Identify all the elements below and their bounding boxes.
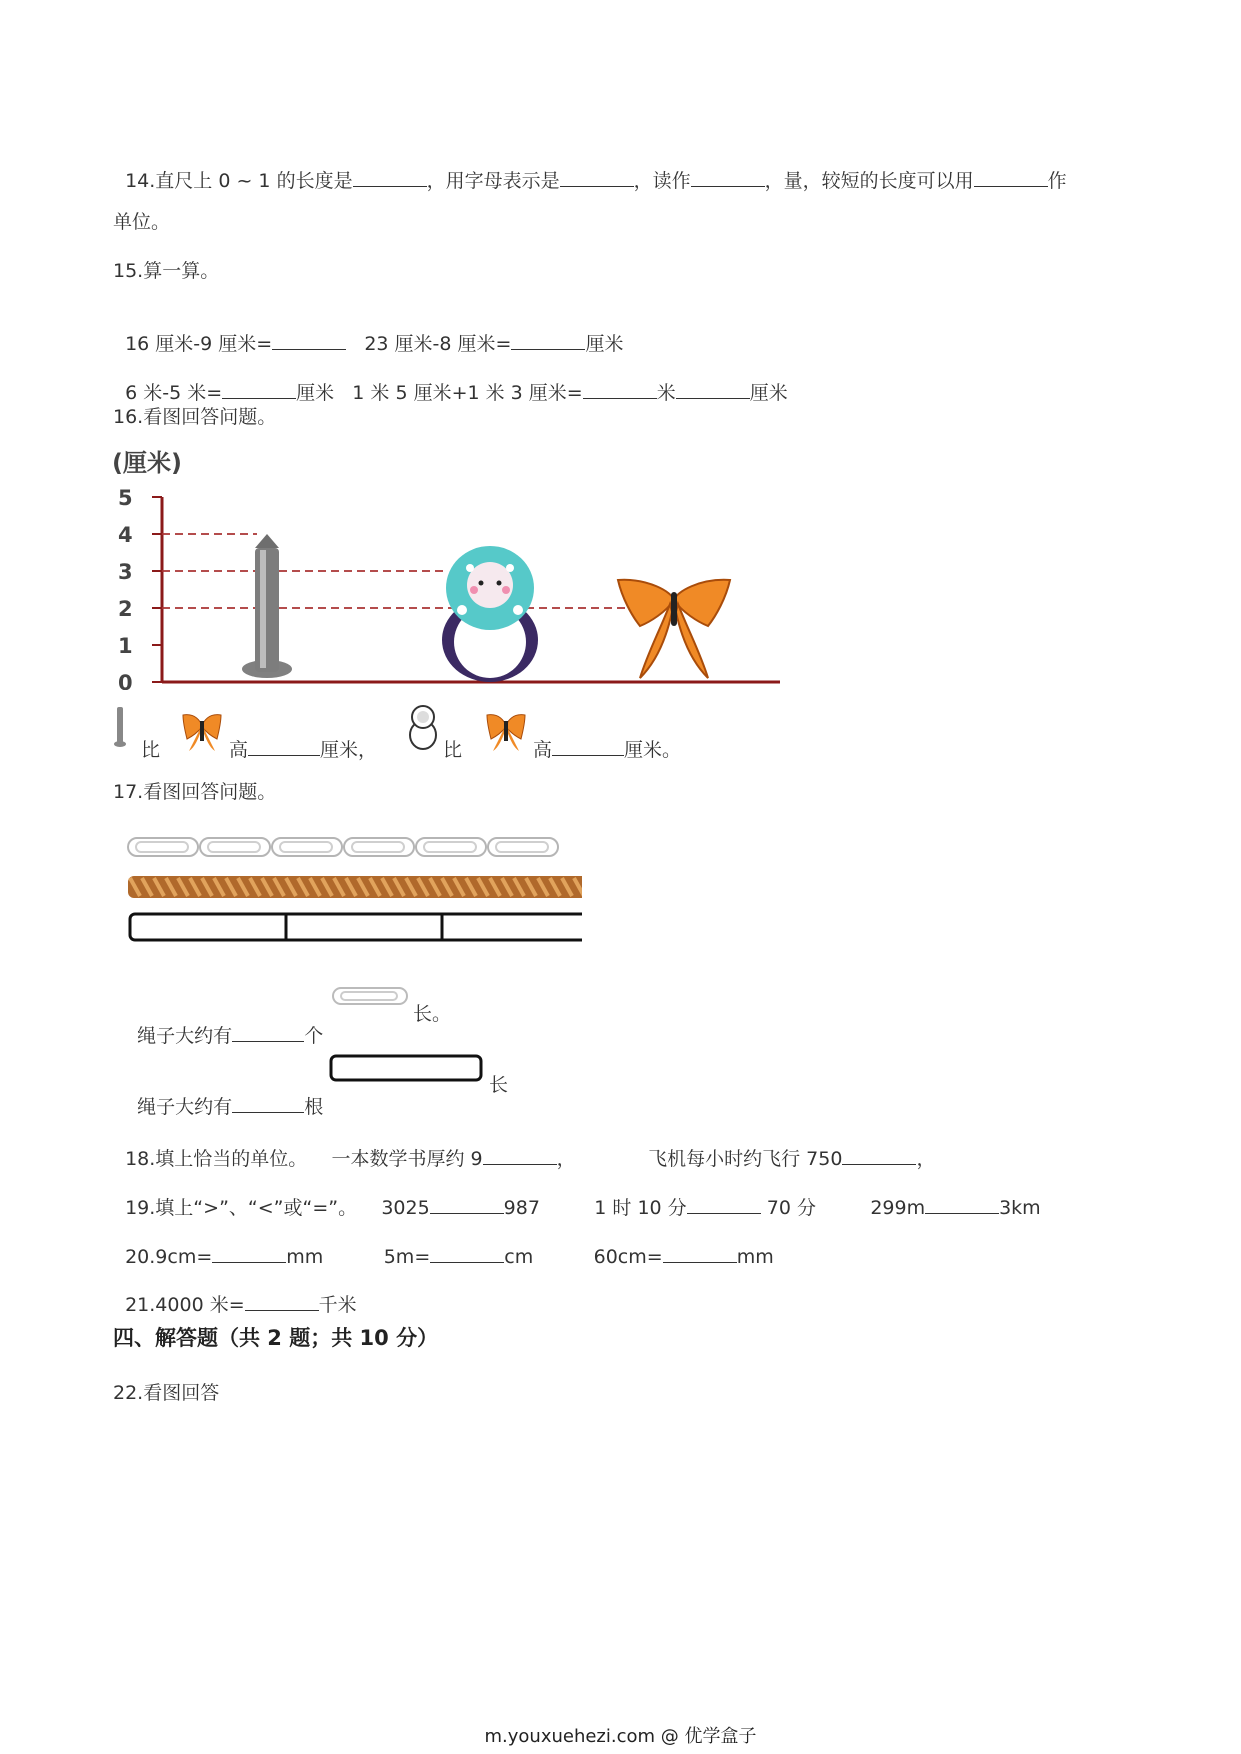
paperclip-icon [200, 838, 270, 856]
q18-text: 飞机每小时约飞行 750 [648, 1148, 843, 1170]
q20-line [113, 1220, 774, 1269]
q19-blank-3[interactable] [925, 1195, 999, 1214]
stick-row [130, 914, 582, 940]
chart-axis-unit: (厘米) [112, 449, 182, 477]
q20-blank-1[interactable] [212, 1244, 286, 1263]
paperclip-icon [416, 838, 486, 856]
q16-blank-1[interactable] [248, 737, 320, 756]
nail-icon [113, 705, 127, 749]
q18-line [113, 1122, 935, 1171]
stick-icon [329, 1052, 485, 1084]
q14-text: 作 [1047, 170, 1067, 192]
word-gao: 高 [533, 739, 553, 761]
q14-blank-4[interactable] [974, 168, 1048, 187]
q18-text: 一本数学书厚约 9 [331, 1148, 483, 1170]
q15-title: 15.算一算。 [113, 260, 220, 282]
q17-line2 [113, 1050, 713, 1118]
q18-text: ， [556, 1148, 576, 1170]
q20-text: 20.9cm= [125, 1246, 213, 1268]
q17-line1 [113, 985, 713, 1047]
unit: 千米 [318, 1294, 357, 1316]
y-tick-label: 2 [118, 597, 133, 621]
paperclip-icon [331, 985, 409, 1009]
q19-text: 299m [870, 1197, 926, 1219]
doll-icon [407, 701, 439, 751]
q20-text: 60cm= [593, 1246, 663, 1268]
q14-text: ，用字母表示是 [426, 170, 560, 192]
chart-reference-lines [162, 534, 645, 608]
unit: 厘米 [585, 333, 624, 355]
q14-text: ，读作 [633, 170, 691, 192]
q20-blank-2[interactable] [430, 1244, 504, 1263]
q17-blank-2[interactable] [232, 1094, 304, 1113]
rope [128, 876, 582, 898]
butterfly-icon [618, 580, 730, 678]
q17-blank-1[interactable] [232, 1023, 304, 1042]
y-tick-label: 5 [118, 486, 133, 510]
q14-text: 14.直尺上 0 ~ 1 的长度是 [125, 170, 353, 192]
word-bi: 比 [141, 739, 161, 761]
unit: mm [736, 1246, 774, 1268]
nail-icon [242, 534, 292, 678]
q19-title: 19.填上“>”、“<”或“=”。 [125, 1197, 358, 1219]
unit: 厘米 [296, 382, 335, 404]
q17-text: 个 [304, 1025, 324, 1047]
q17-figure [122, 832, 582, 952]
q17-text: 绳子大约有 [137, 1096, 233, 1118]
q19-line [113, 1171, 1041, 1220]
doll-icon [442, 546, 538, 682]
q19-text: 987 [503, 1197, 540, 1219]
unit: 厘米 [749, 382, 788, 404]
paperclip-icon [272, 838, 342, 856]
q15-blank-4[interactable] [583, 380, 657, 399]
q22-title: 22.看图回答 [113, 1382, 220, 1404]
footer-watermark: m.youxuehezi.com @ 优学盒子 [484, 1726, 757, 1747]
q19-text: 3km [999, 1197, 1041, 1219]
paperclip-icon [344, 838, 414, 856]
butterfly-icon [179, 707, 225, 753]
q17-text: 长。 [413, 1003, 452, 1025]
unit: 米 [656, 382, 676, 404]
unit: mm [286, 1246, 324, 1268]
q15-blank-2[interactable] [511, 331, 585, 350]
butterfly-icon [483, 707, 529, 753]
q21-line [113, 1268, 357, 1317]
q17-text: 长 [489, 1074, 509, 1096]
q17-title: 17.看图回答问题。 [113, 781, 277, 803]
q18-text: ， [916, 1148, 936, 1170]
word-bi-2: 比 [443, 739, 463, 761]
q15-expr-4: 1 米 5 厘米+1 米 3 厘米= [352, 382, 583, 404]
unit: cm [504, 1246, 534, 1268]
section-heading: 四、解答题（共 2 题；共 10 分） [113, 1326, 439, 1350]
word-cm: 厘米， [320, 739, 378, 761]
q19-blank-2[interactable] [687, 1195, 761, 1214]
q19-blank-1[interactable] [430, 1195, 504, 1214]
paperclip-icon [128, 838, 198, 856]
q15-expr-1: 16 厘米-9 厘米= [125, 333, 273, 355]
word-gao-2 [533, 735, 681, 762]
q14-blank-1[interactable] [353, 168, 427, 187]
q15-row1 [113, 307, 623, 356]
y-tick-label: 0 [118, 671, 133, 690]
q16-chart [100, 440, 800, 690]
q15-blank-5[interactable] [676, 380, 750, 399]
q14-blank-2[interactable] [560, 168, 634, 187]
q15-blank-1[interactable] [272, 331, 346, 350]
q19-text: 1 时 10 分 [594, 1197, 687, 1219]
q17-text: 根 [304, 1096, 324, 1118]
q14-line2: 单位。 [113, 211, 171, 233]
q17-text: 绳子大约有 [137, 1025, 233, 1047]
q19-text: 70 分 [766, 1197, 816, 1219]
paperclip-icon [488, 838, 558, 856]
y-tick-label: 4 [118, 523, 133, 547]
q15-row2 [113, 356, 788, 405]
q14-blank-3[interactable] [691, 168, 765, 187]
paperclip-row [128, 838, 558, 856]
q18-title: 18.填上恰当的单位。 [125, 1148, 308, 1170]
q18-blank-2[interactable] [842, 1146, 916, 1165]
word-cm: 厘米。 [624, 739, 682, 761]
q16-blank-2[interactable] [552, 737, 624, 756]
chart-y-ticks [118, 486, 162, 690]
word-gao-1 [229, 735, 377, 762]
q14-line1 [113, 144, 1067, 193]
q18-blank-1[interactable] [483, 1146, 557, 1165]
q20-text: 5m= [383, 1246, 431, 1268]
q20-blank-3[interactable] [663, 1244, 737, 1263]
q21-text: 21.4000 米= [125, 1294, 245, 1316]
q15-expr-3: 6 米-5 米= [125, 382, 223, 404]
q16-answer-line [113, 705, 763, 761]
q15-blank-3[interactable] [222, 380, 296, 399]
word-gao: 高 [229, 739, 249, 761]
q15-expr-2: 23 厘米-8 厘米= [364, 333, 512, 355]
q14-text: ，量，较短的长度可以用 [764, 170, 974, 192]
q16-title: 16.看图回答问题。 [113, 406, 277, 428]
q19-text: 3025 [381, 1197, 430, 1219]
q21-blank-1[interactable] [245, 1292, 319, 1311]
y-tick-label: 3 [118, 560, 133, 584]
y-tick-label: 1 [118, 634, 133, 658]
